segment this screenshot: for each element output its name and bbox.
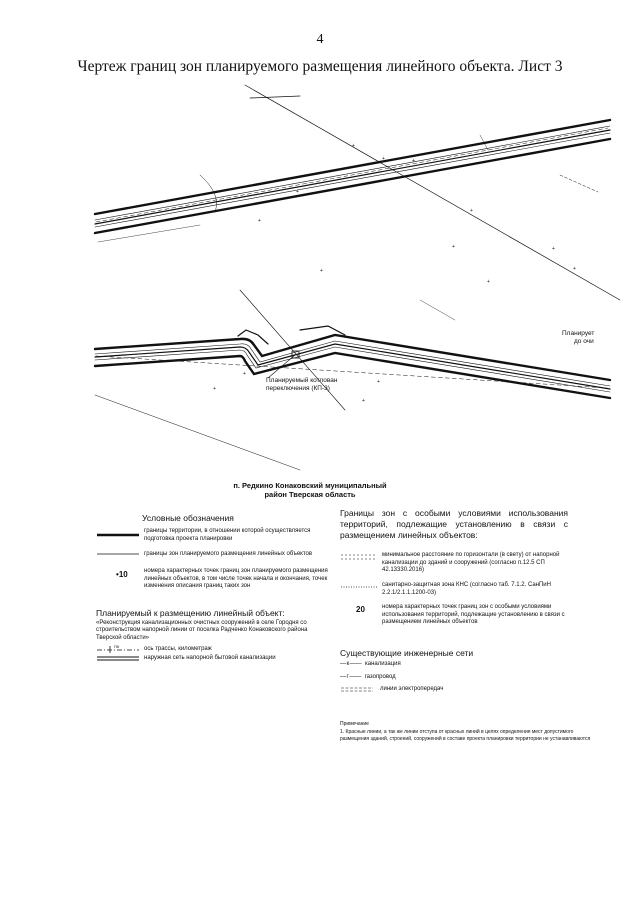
zones-heading: Границы зон с особыми условиями использования территорий, подлежащие установлению в связи с размещением линейных объектов: [340,508,568,540]
diagonal-survey-line [95,395,300,470]
survey-mark: + [213,386,216,392]
survey-mark: + [320,268,323,274]
survey-mark: + [377,379,380,385]
planned-object-description: «Реконструкция канализационных очистных сооружений в селе Городня со строительством напорной линии от поселка Радченко Конаковского района Тверской области» [96,619,308,641]
svg-text:ПК: ПК [114,644,120,649]
survey-mark: + [362,398,365,404]
legend-item-territory-boundary: границы территории, в отношении которой осуществляется подготовка проекта планировки [144,528,311,542]
lower-route-corridor [95,326,610,398]
survey-mark: + [573,266,576,272]
planned-object-block [96,610,330,642]
legend-title: Условные обозначения [142,513,234,523]
zone-symbol-point-number: 20 [356,605,365,614]
survey-mark: + [470,208,473,214]
zone-symbol-min-distance [340,552,378,562]
network-sewer-line-icon: — [340,661,347,667]
zone-item-min-distance: минимальное расстояние по горизонтали (в свету) от напорной канализации до зданий и сооружений (согласно п.12.5 СП 42.13330.2016) [382,552,560,573]
networks-heading: Существующие инженерные сети [340,648,474,658]
legend-symbol-zone-boundary [96,551,140,557]
zone-item-sanitary: санитарно-защитная зона КНС (согласно таб. 7.1.2. СанПиН 2.2.1/2.1.1.1200-03) [382,582,551,596]
network-power: линии электропередач [380,686,444,692]
survey-mark: + [487,279,490,285]
legend-item-zone-boundary: границы зон планируемого размещения линейных объектов [144,551,313,557]
diagonal-survey-line [98,225,200,242]
sheet-title: Чертеж границ зон планируемого размещения линейного объекта. Лист 3 [77,58,563,75]
legend-symbol-route-axis [96,644,140,654]
diagonal-survey-line [245,85,620,300]
diagonal-survey-line [250,96,300,98]
legend-symbol-territory-boundary [96,532,140,538]
survey-mark: + [412,158,415,164]
legend-item-sewer-network: наружная сеть напорной бытовой канализации [144,655,276,661]
legend-symbol-point-number: •10 [116,570,128,579]
zone-symbol-sanitary [340,583,378,591]
survey-mark: + [552,246,555,252]
note-title: Примечание [340,721,369,727]
network-gas: — г —— газопровод [340,674,396,680]
diagonal-survey-line [560,175,598,192]
planned-object-heading: Планируемый к размещению линейный объект: [96,608,285,618]
planned-pit-label: Планируемый котлован переключения (КП-3) [266,377,338,392]
settlement-caption: п. Редкино Конаковский муниципальный район Тверская область [233,481,387,499]
legend-item-point-number: номера характерных точек границ зон планируемого размещения линейных объектов, в том числе точек начала и окончания, точек изменения описания границ таких зон [144,568,328,589]
diagonal-survey-line [420,300,455,320]
page-number: 4 [316,32,324,47]
note-text: 1. Красные линии, а так же линии отступа от красных линий в целях определения мест допустимого размещения зданий, строений, сооружений в составе проекта планировки территории не устанавливаются [340,729,591,742]
upper-route-corridor [95,120,610,233]
survey-mark: + [382,156,385,162]
zone-item-point-number: номера характерных точек границ зон с особыми условиями использования территорий, подлежащие установлению в связи с размещением линейных объектов [382,604,565,625]
network-power-line-icon [340,686,374,694]
legend-symbol-sewer-network [96,655,140,663]
survey-mark: + [296,189,299,195]
survey-mark: + [452,244,455,250]
survey-mark: + [352,143,355,149]
network-sewer: — к —— канализация [340,661,401,667]
legend-item-route-axis: ось трассы, километраж [144,646,212,652]
survey-mark: + [258,218,261,224]
network-gas-line-icon: — [340,674,347,680]
planned-label-right: Планирует до очи [562,330,595,345]
survey-mark: + [243,371,246,377]
